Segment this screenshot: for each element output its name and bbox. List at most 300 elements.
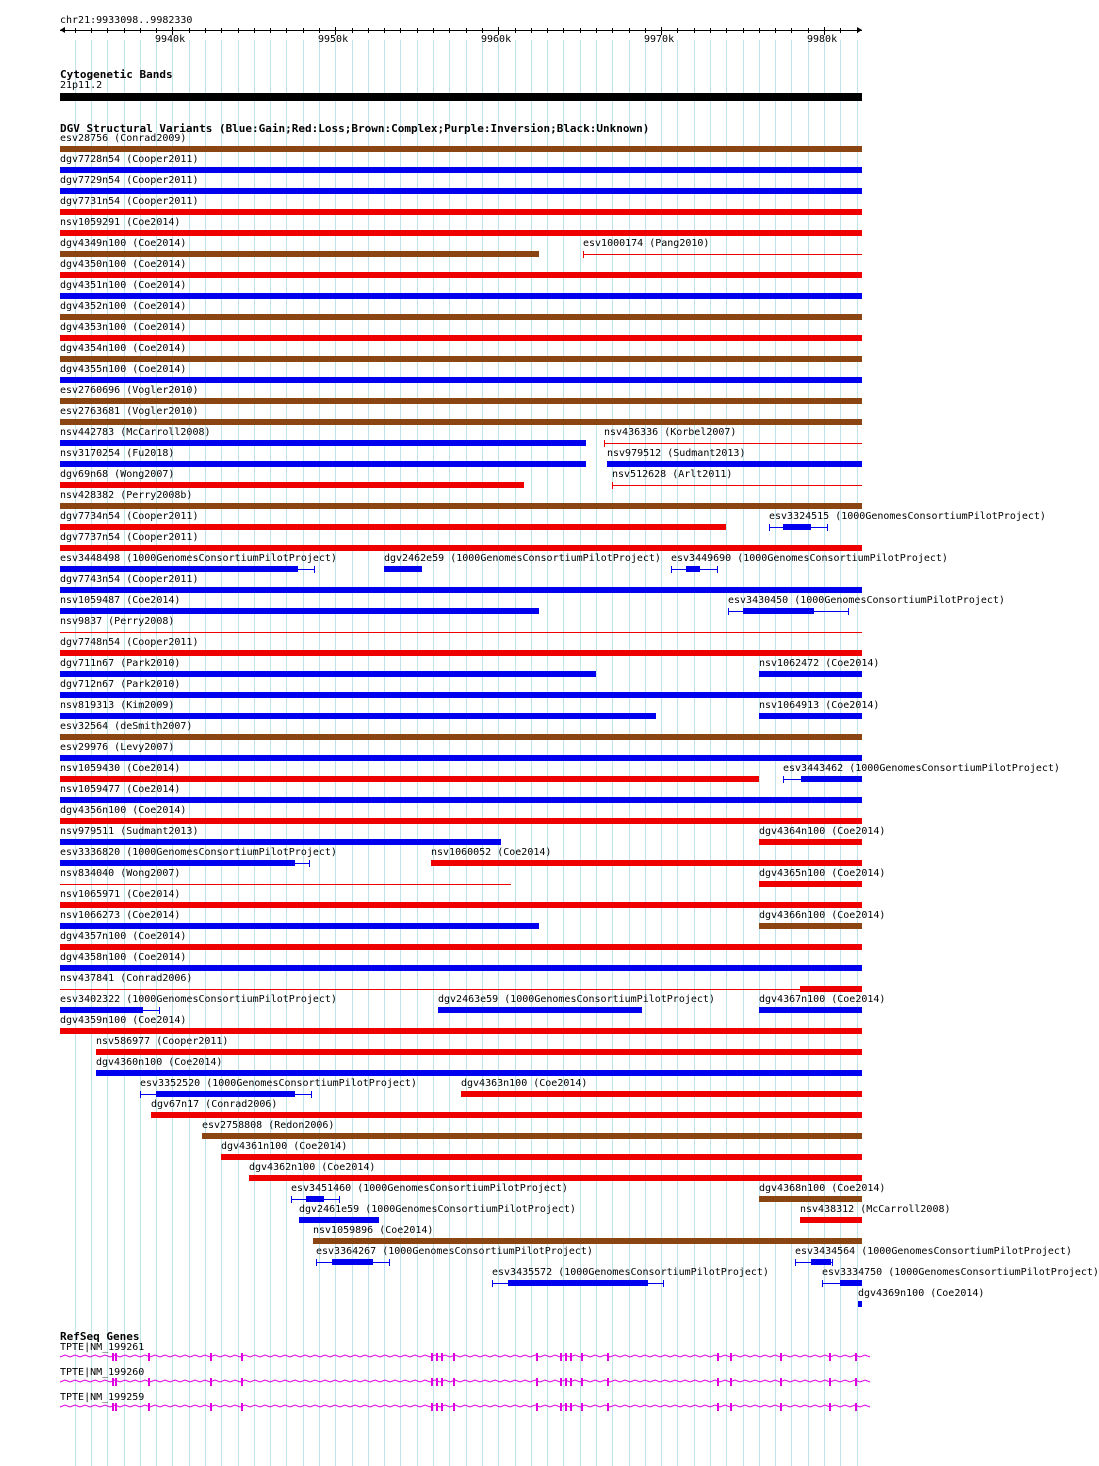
sv-feature-label: esv3443462 (1000GenomesConsortiumPilotProject) — [783, 763, 1060, 774]
sv-feature-bar[interactable] — [156, 1091, 295, 1097]
gene-exon[interactable] — [565, 1353, 567, 1361]
sv-feature-label: nsv436336 (Korbel2007) — [604, 427, 737, 438]
gene-exon[interactable] — [855, 1378, 857, 1386]
ruler-minor-tick — [107, 28, 108, 33]
sv-feature-bar[interactable] — [607, 461, 862, 467]
sv-feature-label: nsv442783 (McCarroll2008) — [60, 427, 211, 438]
gene-intron-path — [60, 1380, 870, 1382]
sv-feature-bar[interactable] — [759, 1007, 862, 1013]
sv-feature-bar[interactable] — [60, 692, 862, 698]
sv-feature-label: dgv7737n54 (Cooper2011) — [60, 532, 199, 543]
sv-feature-label: nsv819313 (Kim2009) — [60, 700, 175, 711]
sv-feature-label: dgv4351n100 (Coe2014) — [60, 280, 187, 291]
sv-feature-cap — [140, 1091, 141, 1098]
sv-feature-cap — [492, 1280, 493, 1287]
sv-feature-bar[interactable] — [801, 776, 862, 782]
ruler-minor-tick — [726, 28, 727, 33]
ruler-minor-tick — [759, 28, 760, 33]
sv-feature-bar[interactable] — [840, 1280, 862, 1286]
sv-feature-label: nsv1059896 (Coe2014) — [313, 1225, 434, 1236]
sv-feature-label: dgv4358n100 (Coe2014) — [60, 952, 187, 963]
sv-feature-bar[interactable] — [60, 776, 759, 782]
sv-feature-bar[interactable] — [299, 1217, 379, 1223]
gene-exon[interactable] — [717, 1403, 719, 1411]
ruler-minor-tick — [531, 28, 532, 33]
sv-feature-label: dgv4349n100 (Coe2014) — [60, 238, 187, 249]
sv-feature-bar[interactable] — [60, 419, 862, 425]
sv-feature-bar[interactable] — [60, 398, 862, 404]
dgv-track-title[interactable]: DGV Structural Variants (Blue:Gain;Red:Loss;Brown:Complex;Purple:Inversion;Black:Unknown) — [60, 122, 650, 135]
sv-feature-bar[interactable] — [686, 566, 700, 572]
gene-exon[interactable] — [436, 1403, 438, 1411]
gene-intron-line — [0, 1375, 890, 1389]
sv-feature-bar[interactable] — [151, 1112, 862, 1118]
sv-feature-line[interactable] — [583, 254, 862, 255]
sv-feature-cap — [311, 1091, 312, 1098]
sv-feature-line[interactable] — [604, 443, 862, 444]
ruler-minor-tick — [303, 28, 304, 33]
sv-feature-bar[interactable] — [60, 146, 862, 152]
sv-feature-label: dgv712n67 (Park2010) — [60, 679, 181, 690]
sv-feature-cap — [827, 524, 828, 531]
ruler-minor-tick — [710, 28, 711, 33]
sv-feature-label: nsv1060052 (Coe2014) — [431, 847, 552, 858]
sv-feature-bar[interactable] — [60, 377, 862, 383]
sv-feature-label: esv3364267 (1000GenomesConsortiumPilotProject) — [316, 1246, 593, 1257]
sv-feature-bar[interactable] — [60, 650, 862, 656]
ruler-location: chr21:9933098..9982330 — [60, 15, 193, 26]
gene-exon[interactable] — [730, 1353, 732, 1361]
gene-label: TPTE|NM_199259 — [60, 1392, 145, 1403]
sv-feature-cap — [848, 608, 849, 615]
sv-feature-label: esv3451460 (1000GenomesConsortiumPilotProject) — [291, 1183, 568, 1194]
sv-feature-bar[interactable] — [313, 1238, 862, 1244]
ruler-arrow-left-icon — [60, 27, 65, 33]
sv-feature-cap — [663, 1280, 664, 1287]
sv-feature-label: dgv4356n100 (Coe2014) — [60, 805, 187, 816]
sv-feature-cap — [822, 1280, 823, 1287]
sv-feature-bar[interactable] — [60, 734, 862, 740]
gene-exon[interactable] — [581, 1378, 583, 1386]
sv-feature-bar[interactable] — [60, 944, 862, 950]
gene-exon[interactable] — [241, 1403, 243, 1411]
sv-feature-label: esv3430450 (1000GenomesConsortiumPilotProject) — [728, 595, 1005, 606]
gene-exon[interactable] — [730, 1378, 732, 1386]
ruler-minor-tick — [286, 28, 287, 33]
sv-feature-bar[interactable] — [60, 167, 862, 173]
gene-exon[interactable] — [565, 1378, 567, 1386]
sv-feature-bar[interactable] — [60, 608, 539, 614]
sv-feature-line[interactable] — [60, 884, 511, 885]
ruler-minor-tick — [645, 28, 646, 33]
sv-feature-cap — [783, 776, 784, 783]
gene-exon[interactable] — [241, 1378, 243, 1386]
sv-feature-cap — [717, 566, 718, 573]
ruler-minor-tick — [270, 28, 271, 33]
sv-feature-label: dgv4354n100 (Coe2014) — [60, 343, 187, 354]
gene-exon[interactable] — [441, 1378, 443, 1386]
sv-feature-label: nsv1059477 (Coe2014) — [60, 784, 181, 795]
ruler-minor-tick — [596, 28, 597, 33]
sv-feature-label: nsv586977 (Cooper2011) — [96, 1036, 229, 1047]
ruler-minor-tick — [629, 28, 630, 33]
gene-exon[interactable] — [570, 1378, 572, 1386]
sv-feature-label: dgv4352n100 (Coe2014) — [60, 301, 187, 312]
gene-exon[interactable] — [453, 1403, 455, 1411]
sv-feature-bar[interactable] — [783, 524, 811, 530]
sv-feature-label: esv3352520 (1000GenomesConsortiumPilotProject) — [140, 1078, 417, 1089]
ruler-axis — [60, 30, 862, 31]
sv-feature-label: nsv834040 (Wong2007) — [60, 868, 181, 879]
ruler-minor-tick — [254, 28, 255, 33]
sv-feature-label: dgv2461e59 (1000GenomesConsortiumPilotProject) — [299, 1204, 576, 1215]
ruler-minor-tick — [417, 28, 418, 33]
sv-feature-bar[interactable] — [60, 1028, 862, 1034]
gene-label: TPTE|NM_199261 — [60, 1342, 145, 1353]
sv-feature-bar[interactable] — [858, 1301, 862, 1307]
sv-feature-bar[interactable] — [60, 209, 862, 215]
sv-feature-cap — [769, 524, 770, 531]
sv-feature-bar[interactable] — [508, 1280, 648, 1286]
sv-feature-label: nsv1066273 (Coe2014) — [60, 910, 181, 921]
gene-intron-path — [60, 1405, 870, 1407]
sv-feature-bar[interactable] — [60, 251, 539, 257]
ruler-minor-tick — [515, 28, 516, 33]
sv-feature-label: dgv4366n100 (Coe2014) — [759, 910, 886, 921]
sv-feature-bar[interactable] — [60, 524, 726, 530]
sv-feature-label: dgv4361n100 (Coe2014) — [221, 1141, 348, 1152]
sv-feature-label: dgv7731n54 (Cooper2011) — [60, 196, 199, 207]
sv-feature-line[interactable] — [60, 632, 862, 633]
sv-feature-label: nsv1059487 (Coe2014) — [60, 595, 181, 606]
sv-feature-cap — [339, 1196, 340, 1203]
sv-feature-label: esv1000174 (Pang2010) — [583, 238, 710, 249]
sv-feature-label: esv29976 (Levy2007) — [60, 742, 175, 753]
ruler-minor-tick — [677, 28, 678, 33]
sv-feature-bar[interactable] — [221, 1154, 862, 1160]
ruler-minor-tick — [433, 28, 434, 33]
sv-feature-bar[interactable] — [60, 755, 862, 761]
sv-feature-bar[interactable] — [60, 818, 862, 824]
gene-exon[interactable] — [717, 1353, 719, 1361]
sv-feature-bar[interactable] — [60, 356, 862, 362]
sv-feature-label: esv3336820 (1000GenomesConsortiumPilotProject) — [60, 847, 337, 858]
sv-feature-label: dgv4353n100 (Coe2014) — [60, 322, 187, 333]
sv-feature-bar[interactable] — [60, 503, 862, 509]
gene-exon[interactable] — [148, 1403, 150, 1411]
sv-feature-label: dgv4357n100 (Coe2014) — [60, 931, 187, 942]
sv-feature-bar[interactable] — [60, 440, 586, 446]
sv-feature-bar[interactable] — [60, 860, 295, 866]
ruler-minor-tick — [694, 28, 695, 33]
sv-feature-bar[interactable] — [60, 671, 596, 677]
ruler-minor-tick — [808, 28, 809, 33]
gene-exon[interactable] — [607, 1378, 609, 1386]
sv-feature-label: esv2760696 (Vogler2010) — [60, 385, 199, 396]
sv-feature-label: nsv438312 (McCarroll2008) — [800, 1204, 951, 1215]
sv-feature-bar[interactable] — [431, 860, 862, 866]
sv-feature-bar[interactable] — [60, 1007, 143, 1013]
sv-feature-label: dgv7729n54 (Cooper2011) — [60, 175, 199, 186]
sv-feature-bar[interactable] — [60, 461, 586, 467]
sv-feature-bar[interactable] — [60, 923, 539, 929]
sv-feature-label: dgv4364n100 (Coe2014) — [759, 826, 886, 837]
sv-feature-label: dgv4369n100 (Coe2014) — [858, 1288, 985, 1299]
gene-exon[interactable] — [560, 1378, 562, 1386]
ruler-tick-label: 9940k — [155, 34, 186, 45]
gene-exon[interactable] — [570, 1353, 572, 1361]
sv-feature-label: dgv7734n54 (Cooper2011) — [60, 511, 199, 522]
gene-exon[interactable] — [210, 1403, 212, 1411]
ruler-minor-tick — [400, 28, 401, 33]
gene-exon[interactable] — [536, 1353, 538, 1361]
ruler-minor-tick — [743, 28, 744, 33]
sv-feature-bar[interactable] — [306, 1196, 324, 1202]
gene-exon[interactable] — [112, 1403, 114, 1411]
gene-exon[interactable] — [581, 1403, 583, 1411]
sv-feature-bar[interactable] — [202, 1133, 862, 1139]
gene-exon[interactable] — [570, 1403, 572, 1411]
sv-feature-label: dgv4365n100 (Coe2014) — [759, 868, 886, 879]
sv-feature-bar[interactable] — [60, 314, 862, 320]
gene-exon[interactable] — [431, 1403, 433, 1411]
ruler-minor-tick — [384, 28, 385, 33]
gene-exon[interactable] — [210, 1353, 212, 1361]
gene-exon[interactable] — [115, 1378, 117, 1386]
gene-exon[interactable] — [607, 1353, 609, 1361]
ruler-minor-tick — [91, 28, 92, 33]
ruler-minor-tick — [563, 28, 564, 33]
sv-feature-line[interactable] — [60, 989, 862, 990]
cytoband-label: 21p11.2 — [60, 80, 103, 91]
sv-feature-label: dgv7728n54 (Cooper2011) — [60, 154, 199, 165]
sv-feature-cap — [159, 1007, 160, 1014]
gene-exon[interactable] — [431, 1353, 433, 1361]
sv-feature-bar[interactable] — [811, 1259, 831, 1265]
gene-exon[interactable] — [453, 1378, 455, 1386]
sv-feature-bar[interactable] — [60, 335, 862, 341]
sv-feature-label: nsv1062472 (Coe2014) — [759, 658, 880, 669]
sv-feature-bar[interactable] — [60, 713, 656, 719]
sv-feature-bar[interactable] — [96, 1049, 862, 1055]
gene-exon[interactable] — [829, 1378, 831, 1386]
ruler-minor-tick — [238, 28, 239, 33]
sv-feature-bar[interactable] — [743, 608, 814, 614]
gene-exon[interactable] — [536, 1378, 538, 1386]
ruler-minor-tick — [156, 28, 157, 33]
ruler-minor-tick — [466, 28, 467, 33]
sv-feature-cap — [612, 482, 613, 489]
gene-exon[interactable] — [210, 1378, 212, 1386]
sv-feature-label: nsv979511 (Sudmant2013) — [60, 826, 199, 837]
ruler-minor-tick — [368, 28, 369, 33]
sv-feature-cap — [583, 251, 584, 258]
ruler-minor-tick — [482, 28, 483, 33]
ruler-minor-tick — [140, 28, 141, 33]
cytoband-track-title[interactable]: Cytogenetic Bands — [60, 68, 173, 81]
gene-intron-path — [60, 1355, 870, 1357]
sv-feature-cap — [291, 1196, 292, 1203]
sv-feature-label: nsv9837 (Perry2008) — [60, 616, 175, 627]
sv-feature-cap — [314, 566, 315, 573]
sv-feature-label: dgv7743n54 (Cooper2011) — [60, 574, 199, 585]
gene-exon[interactable] — [855, 1403, 857, 1411]
sv-feature-label: nsv1065971 (Coe2014) — [60, 889, 181, 900]
sv-feature-bar[interactable] — [759, 1196, 862, 1202]
sv-feature-bar[interactable] — [60, 545, 862, 551]
sv-feature-bar[interactable] — [759, 671, 862, 677]
sv-feature-label: esv32564 (deSmith2007) — [60, 721, 193, 732]
gene-label: TPTE|NM_199260 — [60, 1367, 145, 1378]
gene-exon[interactable] — [436, 1378, 438, 1386]
sv-feature-bar[interactable] — [759, 713, 862, 719]
sv-feature-label: esv3448498 (1000GenomesConsortiumPilotProject) — [60, 553, 337, 564]
sv-feature-label: dgv4350n100 (Coe2014) — [60, 259, 187, 270]
refseq-track-title[interactable]: RefSeq Genes — [60, 1330, 140, 1343]
ruler-minor-tick — [205, 28, 206, 33]
ruler-minor-tick — [221, 28, 222, 33]
gene-exon[interactable] — [441, 1353, 443, 1361]
ruler-minor-tick — [319, 28, 320, 33]
gene-exon[interactable] — [565, 1403, 567, 1411]
sv-feature-bar[interactable] — [249, 1175, 862, 1181]
ruler-minor-tick — [189, 28, 190, 33]
sv-feature-bar[interactable] — [438, 1007, 642, 1013]
sv-feature-cap — [389, 1259, 390, 1266]
sv-feature-label: esv3324515 (1000GenomesConsortiumPilotProject) — [769, 511, 1046, 522]
sv-feature-cap — [671, 566, 672, 573]
gene-exon[interactable] — [829, 1403, 831, 1411]
ruler-tick-label: 9980k — [807, 34, 838, 45]
sv-feature-label: dgv69n68 (Wong2007) — [60, 469, 175, 480]
sv-feature-bar[interactable] — [60, 587, 862, 593]
sv-feature-label: esv3449690 (1000GenomesConsortiumPilotProject) — [671, 553, 948, 564]
gene-exon[interactable] — [560, 1403, 562, 1411]
sv-feature-bar[interactable] — [60, 272, 862, 278]
sv-feature-bar[interactable] — [60, 797, 862, 803]
sv-feature-bar[interactable] — [759, 923, 862, 929]
gene-exon[interactable] — [115, 1403, 117, 1411]
sv-feature-cap — [832, 1259, 833, 1266]
ruler-minor-tick — [612, 28, 613, 33]
ruler-minor-tick — [352, 28, 353, 33]
sv-feature-cap — [604, 440, 605, 447]
gene-exon[interactable] — [560, 1353, 562, 1361]
sv-feature-label: dgv2462e59 (1000GenomesConsortiumPilotProject) — [384, 553, 661, 564]
ruler-minor-tick — [580, 28, 581, 33]
gene-exon[interactable] — [536, 1403, 538, 1411]
gene-exon[interactable] — [441, 1403, 443, 1411]
sv-feature-label: esv3435572 (1000GenomesConsortiumPilotProject) — [492, 1267, 769, 1278]
gene-exon[interactable] — [241, 1353, 243, 1361]
ruler-minor-tick — [449, 28, 450, 33]
sv-feature-label: esv2758808 (Redon2006) — [202, 1120, 335, 1131]
gene-exon[interactable] — [453, 1353, 455, 1361]
sv-feature-label: dgv4362n100 (Coe2014) — [249, 1162, 376, 1173]
sv-feature-bar[interactable] — [759, 839, 862, 845]
gene-exon[interactable] — [436, 1353, 438, 1361]
gene-intron-line — [0, 1400, 890, 1414]
gene-exon[interactable] — [855, 1353, 857, 1361]
sv-feature-bar[interactable] — [60, 482, 524, 488]
sv-feature-bar[interactable] — [60, 566, 298, 572]
cytoband-bar[interactable] — [60, 93, 862, 101]
sv-feature-label: dgv4367n100 (Coe2014) — [759, 994, 886, 1005]
gene-intron-line — [0, 1350, 890, 1364]
sv-feature-cap — [728, 608, 729, 615]
sv-feature-bar[interactable] — [60, 230, 862, 236]
ruler-minor-tick — [547, 28, 548, 33]
sv-feature-label: esv2763681 (Vogler2010) — [60, 406, 199, 417]
gene-exon[interactable] — [148, 1353, 150, 1361]
sv-feature-bar[interactable] — [384, 566, 422, 572]
gene-exon[interactable] — [780, 1378, 782, 1386]
sv-feature-line[interactable] — [612, 485, 862, 486]
gene-exon[interactable] — [717, 1378, 719, 1386]
sv-feature-label: nsv512628 (Arlt2011) — [612, 469, 733, 480]
sv-feature-bar[interactable] — [332, 1259, 373, 1265]
sv-feature-label: esv3402322 (1000GenomesConsortiumPilotProject) — [60, 994, 337, 1005]
sv-feature-label: dgv711n67 (Park2010) — [60, 658, 181, 669]
gene-exon[interactable] — [112, 1353, 114, 1361]
gene-exon[interactable] — [829, 1353, 831, 1361]
sv-feature-label: esv28756 (Conrad2009) — [60, 133, 187, 144]
sv-feature-label: dgv7748n54 (Cooper2011) — [60, 637, 199, 648]
sv-feature-label: nsv428382 (Perry2008b) — [60, 490, 193, 501]
ruler-minor-tick — [124, 28, 125, 33]
sv-feature-bar[interactable] — [461, 1091, 862, 1097]
sv-feature-label: nsv437841 (Conrad2006) — [60, 973, 193, 984]
sv-feature-label: dgv67n17 (Conrad2006) — [151, 1099, 278, 1110]
gene-exon[interactable] — [431, 1378, 433, 1386]
ruler-minor-tick — [75, 28, 76, 33]
sv-feature-bar[interactable] — [60, 965, 862, 971]
sv-feature-cap — [309, 860, 310, 867]
sv-feature-label: nsv979512 (Sudmant2013) — [607, 448, 746, 459]
sv-feature-bar[interactable] — [96, 1070, 862, 1076]
sv-feature-label: nsv1064913 (Coe2014) — [759, 700, 880, 711]
sv-feature-label: dgv4368n100 (Coe2014) — [759, 1183, 886, 1194]
ruler-tick-label: 9970k — [644, 34, 675, 45]
sv-feature-label: dgv4360n100 (Coe2014) — [96, 1057, 223, 1068]
ruler-minor-tick — [857, 28, 858, 33]
ruler-tick-label: 9950k — [318, 34, 349, 45]
sv-feature-label: nsv1059430 (Coe2014) — [60, 763, 181, 774]
sv-feature-bar[interactable] — [800, 1217, 862, 1223]
ruler-tick-label: 9960k — [481, 34, 512, 45]
gene-exon[interactable] — [581, 1353, 583, 1361]
ruler-minor-tick — [791, 28, 792, 33]
gene-exon[interactable] — [730, 1403, 732, 1411]
gene-exon[interactable] — [148, 1378, 150, 1386]
sv-feature-bar[interactable] — [60, 839, 501, 845]
sv-feature-bar[interactable] — [800, 986, 862, 992]
gene-exon[interactable] — [112, 1378, 114, 1386]
sv-feature-bar[interactable] — [60, 293, 862, 299]
gene-exon[interactable] — [780, 1353, 782, 1361]
sv-feature-cap — [316, 1259, 317, 1266]
sv-feature-label: dgv4355n100 (Coe2014) — [60, 364, 187, 375]
sv-feature-bar[interactable] — [60, 902, 862, 908]
gene-exon[interactable] — [115, 1353, 117, 1361]
sv-feature-bar[interactable] — [60, 188, 862, 194]
sv-feature-label: esv3434564 (1000GenomesConsortiumPilotProject) — [795, 1246, 1072, 1257]
sv-feature-cap — [795, 1259, 796, 1266]
sv-feature-bar[interactable] — [759, 881, 862, 887]
sv-feature-label: esv3334750 (1000GenomesConsortiumPilotProject) — [822, 1267, 1099, 1278]
gene-exon[interactable] — [607, 1403, 609, 1411]
gene-exon[interactable] — [780, 1403, 782, 1411]
